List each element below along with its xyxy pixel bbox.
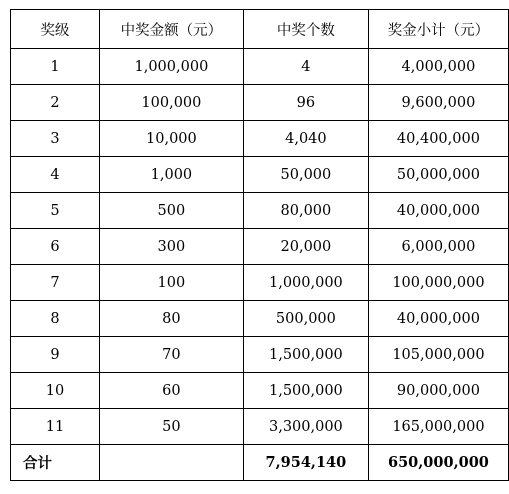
cell-subtotal: 4,000,000	[368, 49, 508, 85]
table-row	[11, 409, 509, 445]
cell-winner-count: 20,000	[243, 229, 368, 265]
cell-level: 7	[11, 265, 100, 301]
table-row	[11, 121, 509, 157]
cell-prize-amount: 50	[99, 409, 243, 445]
cell-subtotal: 50,000,000	[368, 157, 508, 193]
prize-table	[10, 9, 509, 481]
cell-level: 4	[11, 157, 100, 193]
cell-prize-amount: 100	[99, 265, 243, 301]
prize-table-body	[11, 10, 509, 481]
cell-winner-count: 1,000,000	[243, 265, 368, 301]
cell-prize-amount: 100,000	[99, 85, 243, 121]
table-row	[11, 373, 509, 409]
table-header-row	[11, 10, 509, 49]
cell-level: 11	[11, 409, 100, 445]
table-row	[11, 85, 509, 121]
cell-winner-count: 4,040	[243, 121, 368, 157]
cell-winner-count: 1,500,000	[243, 337, 368, 373]
cell-level: 2	[11, 85, 100, 121]
cell-prize-amount: 1,000,000	[99, 49, 243, 85]
cell-total-winner-count: 7,954,140	[243, 445, 368, 481]
cell-winner-count: 80,000	[243, 193, 368, 229]
table-row	[11, 229, 509, 265]
cell-subtotal: 105,000,000	[368, 337, 508, 373]
cell-winner-count: 3,300,000	[243, 409, 368, 445]
cell-winner-count: 1,500,000	[243, 373, 368, 409]
cell-winner-count: 500,000	[243, 301, 368, 337]
cell-level: 8	[11, 301, 100, 337]
cell-prize-amount: 80	[99, 301, 243, 337]
cell-total-subtotal: 650,000,000	[368, 445, 508, 481]
header-cell-prize-amount: 中奖金额（元）	[99, 10, 243, 49]
table-row	[11, 265, 509, 301]
cell-prize-amount: 300	[99, 229, 243, 265]
cell-subtotal: 40,400,000	[368, 121, 508, 157]
cell-subtotal: 40,000,000	[368, 193, 508, 229]
cell-subtotal: 165,000,000	[368, 409, 508, 445]
header-cell-subtotal: 奖金小计（元）	[368, 10, 508, 49]
cell-winner-count: 96	[243, 85, 368, 121]
cell-level: 3	[11, 121, 100, 157]
cell-subtotal: 100,000,000	[368, 265, 508, 301]
cell-prize-amount: 500	[99, 193, 243, 229]
table-row	[11, 193, 509, 229]
table-total-row	[11, 445, 509, 481]
cell-subtotal: 90,000,000	[368, 373, 508, 409]
table-row	[11, 301, 509, 337]
cell-total-prize-amount	[99, 445, 243, 481]
table-row	[11, 337, 509, 373]
cell-subtotal: 9,600,000	[368, 85, 508, 121]
cell-prize-amount: 10,000	[99, 121, 243, 157]
prize-table-container	[10, 9, 509, 481]
cell-prize-amount: 70	[99, 337, 243, 373]
cell-subtotal: 6,000,000	[368, 229, 508, 265]
cell-level: 1	[11, 49, 100, 85]
cell-level: 10	[11, 373, 100, 409]
cell-total-label: 合计	[11, 445, 100, 481]
cell-prize-amount: 1,000	[99, 157, 243, 193]
cell-winner-count: 4	[243, 49, 368, 85]
header-cell-level: 奖级	[11, 10, 100, 49]
cell-level: 6	[11, 229, 100, 265]
cell-prize-amount: 60	[99, 373, 243, 409]
header-cell-winner-count: 中奖个数	[243, 10, 368, 49]
cell-level: 5	[11, 193, 100, 229]
cell-winner-count: 50,000	[243, 157, 368, 193]
cell-level: 9	[11, 337, 100, 373]
table-row	[11, 157, 509, 193]
cell-subtotal: 40,000,000	[368, 301, 508, 337]
table-row	[11, 49, 509, 85]
